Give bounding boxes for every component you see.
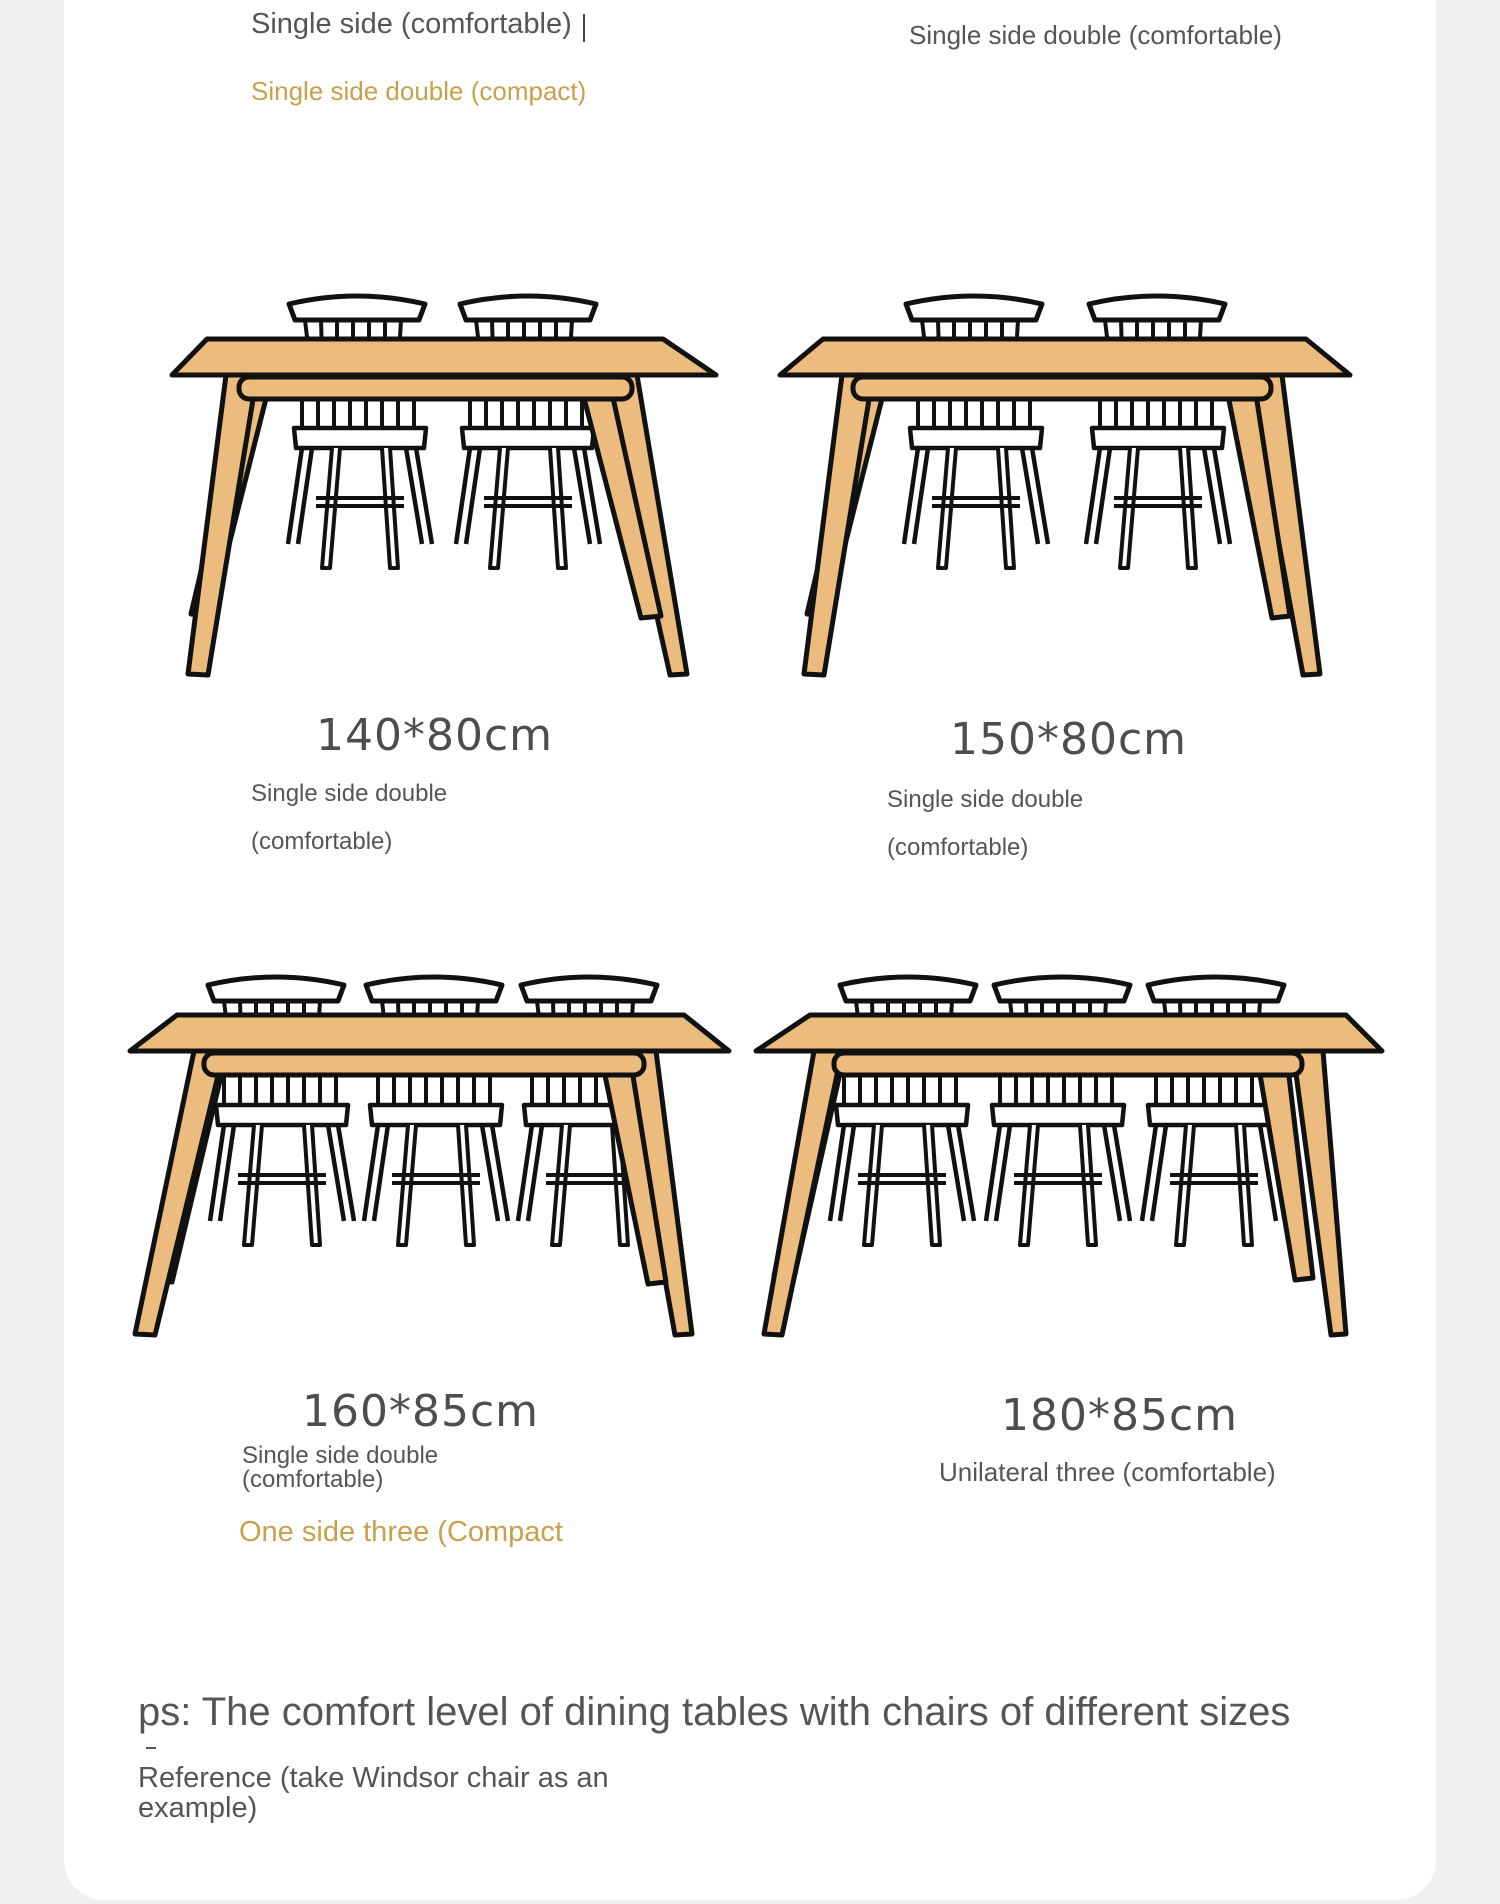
table-extra-label: One side three (Compact: [239, 1516, 563, 1548]
table-label-line1: Single side double: [251, 780, 448, 807]
chair-lower: [830, 1073, 974, 1245]
chair-lower: [456, 396, 600, 568]
chair-lower: [210, 1073, 354, 1245]
table-top: [756, 1015, 1382, 1051]
table-apron: [853, 377, 1271, 399]
table-illustration-160x85: [126, 960, 736, 1340]
table-apron: [834, 1053, 1302, 1075]
table-leg: [804, 375, 873, 675]
table-size: 140*80cm: [316, 710, 554, 761]
reference-line2: example): [138, 1792, 258, 1824]
table-top: [130, 1015, 729, 1051]
table-illustration-150x80: [776, 282, 1356, 682]
chair-lower: [1086, 396, 1230, 568]
table-top: [172, 339, 716, 375]
chair-lower: [364, 1073, 508, 1245]
table-leg: [188, 375, 257, 675]
table-size: 160*85cm: [302, 1386, 540, 1437]
chair-lower: [904, 396, 1048, 568]
chair-lower: [288, 396, 432, 568]
table-label-line2: (comfortable): [242, 1466, 384, 1493]
table-size: 150*80cm: [950, 714, 1188, 765]
text-cursor: [583, 14, 585, 42]
chair-lower: [986, 1073, 1130, 1245]
table-apron: [204, 1053, 644, 1075]
table-label-line2: (comfortable): [251, 828, 393, 855]
table-apron: [239, 377, 632, 399]
top-left-label: Single side (comfortable): [251, 8, 572, 40]
table-label-line1: Single side double: [242, 1442, 439, 1469]
table-label: Unilateral three (comfortable): [939, 1457, 1276, 1487]
table-illustration-180x85: [752, 960, 1392, 1340]
table-label-line2: (comfortable): [887, 834, 1029, 861]
table-top: [780, 339, 1350, 375]
table-leg: [764, 1051, 842, 1335]
dash-mark: [146, 1747, 156, 1749]
table-size: 180*85cm: [1001, 1390, 1239, 1441]
ps-note: ps: The comfort level of dining tables with chairs of different sizes: [138, 1690, 1291, 1734]
reference-line1: Reference (take Windsor chair as an: [138, 1762, 609, 1794]
table-label-line1: Single side double: [887, 786, 1084, 813]
top-right-label: Single side double (comfortable): [909, 20, 1282, 50]
table-illustration-140x80: [160, 282, 730, 682]
table-leg: [135, 1051, 224, 1335]
top-left-sub-label: Single side double (compact): [251, 76, 587, 106]
